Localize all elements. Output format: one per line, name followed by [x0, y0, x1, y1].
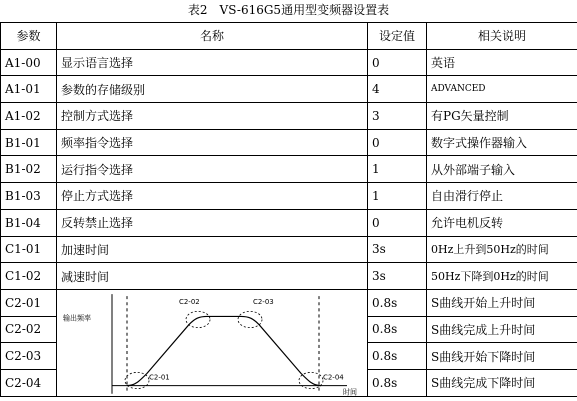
param-name: 参数的存储级别: [57, 76, 368, 103]
table-row: [1, 289, 577, 316]
param-name: 加速时间: [57, 236, 368, 263]
header-row: [1, 23, 577, 50]
param-code: C1-02: [1, 263, 57, 290]
y-axis-label: 输出频率: [63, 313, 91, 323]
param-value: 0: [368, 209, 427, 236]
param-name: 减速时间: [57, 263, 368, 290]
param-value: 4: [368, 76, 427, 103]
param-name: 控制方式选择: [57, 103, 368, 130]
param-desc: 英语: [427, 49, 577, 76]
param-desc: S曲线开始下降时间: [427, 343, 577, 370]
param-value: 3: [368, 103, 427, 130]
param-code: A1-01: [1, 76, 57, 103]
param-value: 0.8s: [368, 343, 427, 370]
x-axis-label: 时间: [343, 387, 357, 396]
param-code: B1-01: [1, 129, 57, 156]
param-code: A1-00: [1, 49, 57, 76]
c2-04-label: C2-04: [323, 372, 344, 382]
param-desc: S曲线完成下降时间: [427, 369, 577, 396]
param-desc: 0Hz上升到50Hz的时间: [427, 236, 577, 263]
param-name: 频率指令选择: [57, 129, 368, 156]
param-code: B1-03: [1, 183, 57, 210]
table-row: [1, 183, 577, 210]
param-value: 0.8s: [368, 316, 427, 343]
param-desc: 从外部端子输入: [427, 156, 577, 183]
param-desc: ADVANCED: [427, 76, 577, 103]
param-value: 0: [368, 129, 427, 156]
param-name: 停止方式选择: [57, 183, 368, 210]
param-desc: 自由滑行停止: [427, 183, 577, 210]
header-value: 设定值: [368, 23, 427, 50]
param-code: C2-04: [1, 369, 57, 396]
c2-01-marker: [125, 372, 149, 388]
param-code: C1-01: [1, 236, 57, 263]
c2-03-label: C2-03: [253, 297, 274, 307]
param-name: 显示语言选择: [57, 49, 368, 76]
s-curve-diagram: [57, 290, 368, 396]
param-value: 0.8s: [368, 369, 427, 396]
param-value: 1: [368, 183, 427, 210]
table-row: [1, 156, 577, 183]
param-value: 0: [368, 49, 427, 76]
param-desc: 数字式操作器输入: [427, 129, 577, 156]
param-code: B1-04: [1, 209, 57, 236]
param-code: C2-03: [1, 343, 57, 370]
header-code: 参数: [1, 23, 57, 50]
table-row: [1, 49, 577, 76]
param-desc: S曲线开始上升时间: [427, 289, 577, 316]
table-row: [1, 76, 577, 103]
param-code: C2-02: [1, 316, 57, 343]
table-row: [1, 209, 577, 236]
table-title: 表2 VS-616G5通用型变频器设置表: [187, 3, 390, 17]
param-name: 运行指令选择: [57, 156, 368, 183]
param-value: 3s: [368, 263, 427, 290]
header-desc: 相关说明: [427, 23, 577, 50]
param-value: 3s: [368, 236, 427, 263]
c2-01-label: C2-01: [149, 372, 170, 382]
table-row: [1, 236, 577, 263]
parameter-table: [0, 22, 577, 397]
param-desc: 有PG矢量控制: [427, 103, 577, 130]
c2-02-label: C2-02: [179, 297, 200, 307]
table-row: [1, 263, 577, 290]
s-curve-graph: [57, 289, 368, 396]
c2-03-marker: [238, 311, 262, 327]
table-row: [1, 129, 577, 156]
param-value: 1: [368, 156, 427, 183]
param-desc: 50Hz下降到0Hz的时间: [427, 263, 577, 290]
table-row: [1, 103, 577, 130]
param-desc: S曲线完成上升时间: [427, 316, 577, 343]
param-value: 0.8s: [368, 289, 427, 316]
param-code: B1-02: [1, 156, 57, 183]
param-name: 反转禁止选择: [57, 209, 368, 236]
c2-02-marker: [186, 311, 210, 327]
param-code: C2-01: [1, 289, 57, 316]
param-desc: 允许电机反转: [427, 209, 577, 236]
param-code: A1-02: [1, 103, 57, 130]
header-name: 名称: [57, 23, 368, 50]
